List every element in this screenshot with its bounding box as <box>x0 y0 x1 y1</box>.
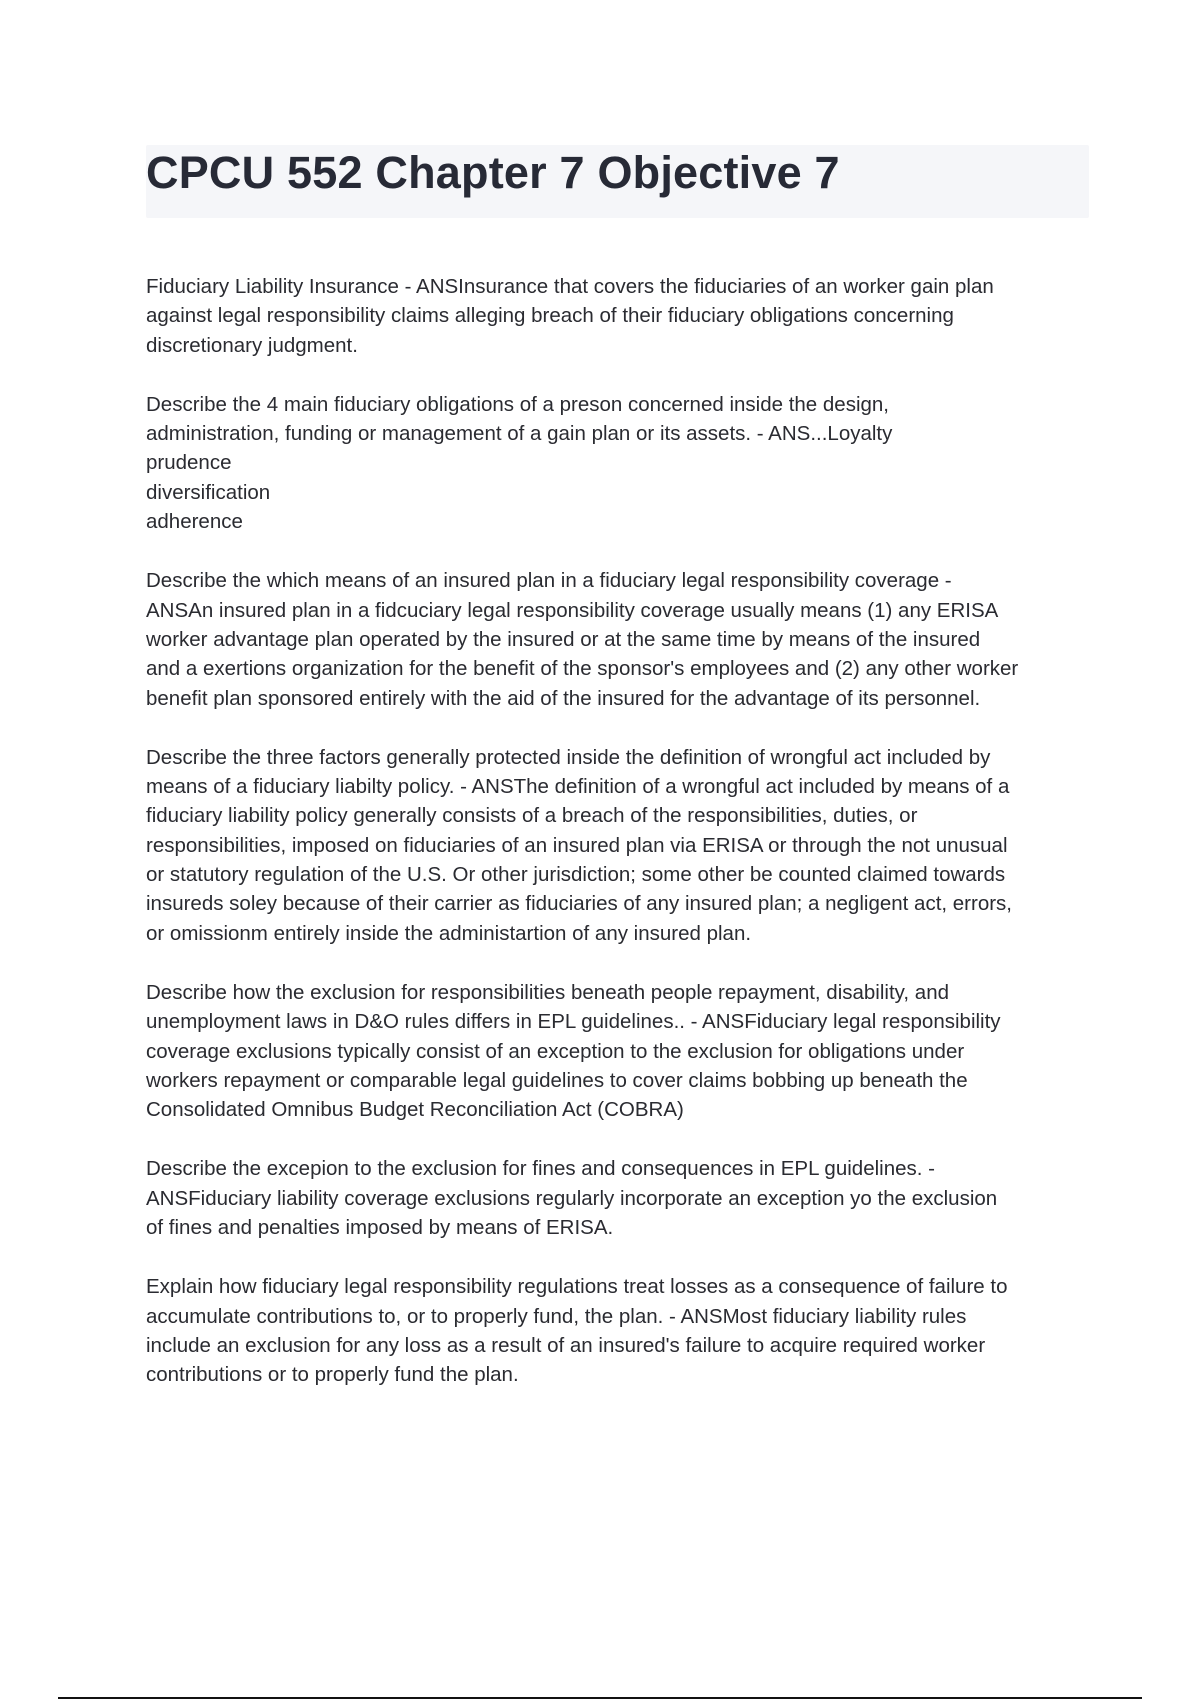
text-line: Describe the 4 main fiduciary obligations of a preson concerned inside the design, <box>146 392 889 416</box>
text-line: against legal responsibility claims alleging breach of their fiduciary obligations concerning <box>146 304 954 328</box>
text-line: worker advantage plan operated by the insured or at the same time by means of the insured <box>146 627 981 651</box>
text-line: Fiduciary Liability Insurance - ANSInsurance that covers the fiduciaries of an worker gain plan <box>146 275 994 298</box>
text-line: and a exertions organization for the benefit of the sponsor's employees and (2) any other worker <box>146 657 1019 681</box>
list-item-prudence: prudence <box>146 451 232 475</box>
text-line: ANSFiduciary liability coverage exclusions regularly incorporate an exception yo the exclusion <box>146 1186 998 1210</box>
text-line: Describe how the exclusion for responsibilities beneath people repayment, disability, and <box>146 980 949 1004</box>
text-line: accumulate contributions to, or to properly fund, the plan. - ANSMost fiduciary liability rules <box>146 1304 967 1328</box>
text-line: or omissionm entirely inside the administartion of any insured plan. <box>146 921 752 945</box>
entry-wrongful-act-definition <box>146 743 1091 948</box>
document-body <box>146 272 1091 1420</box>
text-line: responsibilities, imposed on fiduciaries of an insured plan via ERISA or through the not unusual <box>146 833 1008 857</box>
text-line: unemployment laws in D&O rules differs in EPL guidelines.. - ANSFiduciary legal responsibility <box>146 1010 1001 1034</box>
entry-fiduciary-liability-insurance <box>146 272 1091 360</box>
text-line: or statutory regulation of the U.S. Or other jurisdiction; some other be counted claimed towards <box>146 863 1006 887</box>
footer-divider <box>58 1697 1142 1699</box>
text-line: include an exclusion for any loss as a result of an insured's failure to acquire required worker <box>146 1333 986 1357</box>
text-line: contributions or to properly fund the plan. <box>146 1363 519 1387</box>
text-line: fiduciary liability policy generally consists of a breach of the responsibilities, duties, or <box>146 804 918 828</box>
title-banner <box>146 145 1089 218</box>
entry-insured-plan-meaning <box>146 566 1091 712</box>
text-line: benefit plan sponsored entirely with the aid of the insured for the advantage of its personnel. <box>146 686 981 710</box>
text-line: Explain how fiduciary legal responsibility regulations treat losses as a consequence of failure to <box>146 1275 1008 1299</box>
entry-four-fiduciary-obligations <box>146 390 1091 536</box>
text-line: ANSAn insured plan in a fidcuciary legal responsibility coverage usually means (1) any ERISA <box>146 598 999 622</box>
page-title: CPCU 552 Chapter 7 Objective 7 <box>146 147 840 198</box>
text-line: Describe the which means of an insured plan in a fiduciary legal responsibility coverage - <box>146 569 952 593</box>
text-line: Describe the three factors generally protected inside the definition of wrongful act included by <box>146 745 991 769</box>
list-item-diversification: diversification <box>146 480 271 504</box>
text-line: workers repayment or comparable legal guidelines to cover claims bobbing up beneath the <box>146 1068 968 1092</box>
text-line: Describe the excepion to the exclusion for fines and consequences in EPL guidelines. - <box>146 1157 935 1181</box>
text-line: means of a fiduciary liabilty policy. - ANSThe definition of a wrongful act included by means of a <box>146 775 1010 799</box>
text-line: administration, funding or management of a gain plan or its assets. - ANS...Loyalty <box>146 422 893 446</box>
list-item-adherence: adherence <box>146 510 243 534</box>
text-line: discretionary judgment. <box>146 333 358 357</box>
entry-cobra-exclusion <box>146 978 1091 1124</box>
text-line: insureds soley because of their carrier as fiduciaries of any insured plan; a negligent act, errors, <box>146 892 1013 916</box>
entry-funding-failure-losses <box>146 1272 1091 1389</box>
entry-fines-exception <box>146 1154 1091 1242</box>
text-line: of fines and penalties imposed by means of ERISA. <box>146 1216 614 1240</box>
text-line: Consolidated Omnibus Budget Reconciliation Act (COBRA) <box>146 1098 684 1122</box>
text-line: coverage exclusions typically consist of an exception to the exclusion for obligations under <box>146 1039 965 1063</box>
